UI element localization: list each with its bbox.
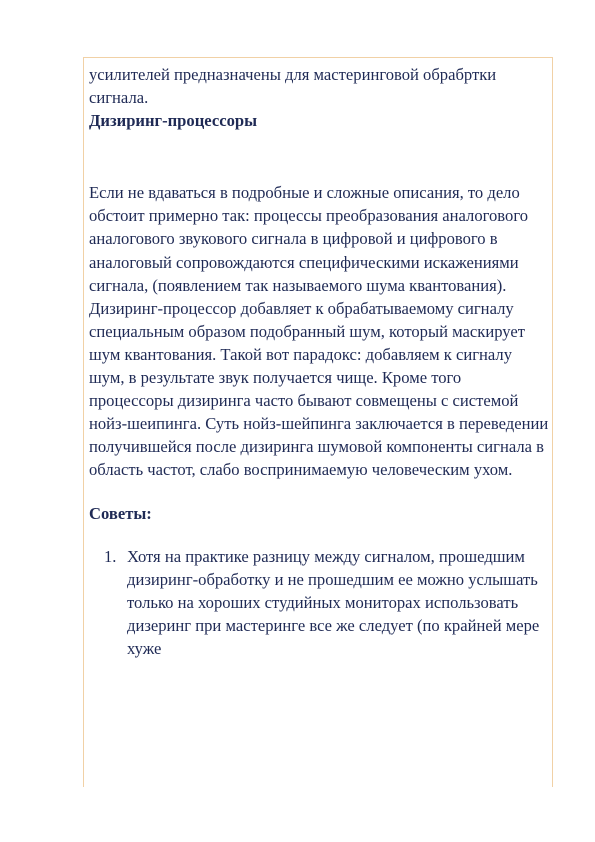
- main-paragraph: Если не вдаваться в подробные и сложные описания, то дело обстоит примерно так: процессы преобразования аналогового аналогового звукового сигнала в цифровой и цифрового в аналоговый сопровождаются специфическими искажениями сигнала, (появлением так называемого шума квантования). Дизиринг-процессор добавляет к обрабатываемому сигналу специальным образом подобранный шум, который маскирует шум квантования. Такой вот парадокс: добавляем к сигналу шум, в результате звук получается чище. Кроме того процессоры дизиринга часто бывают совмещены с системой нойз-шеипинга. Суть нойз-шейпинга заключается в переведении получившейся после дизиринга шумовой компоненты сигнала в область частот, слабо воспринимаемую человеческим ухом.: [89, 183, 549, 480]
- tips-heading: Советы:: [89, 503, 152, 523]
- document-body: [89, 63, 549, 660]
- tips-list: [89, 545, 549, 660]
- list-item-number: 1.: [104, 546, 117, 566]
- section-heading: Дизиринг-процессоры: [89, 111, 258, 131]
- intro-paragraph: усилителей предназначены для мастеринговой обрабртки сигнала.: [89, 65, 497, 108]
- list-item-text: Хотя на практике разницу между сигналом, прошедшим дизиринг-обработку и не прошедшим ее можно услышать только на хороших студийных мониторах использовать дизеринг при мастеринге все же следует (по крайней мере хуже: [127, 546, 540, 658]
- list-item: [89, 545, 549, 660]
